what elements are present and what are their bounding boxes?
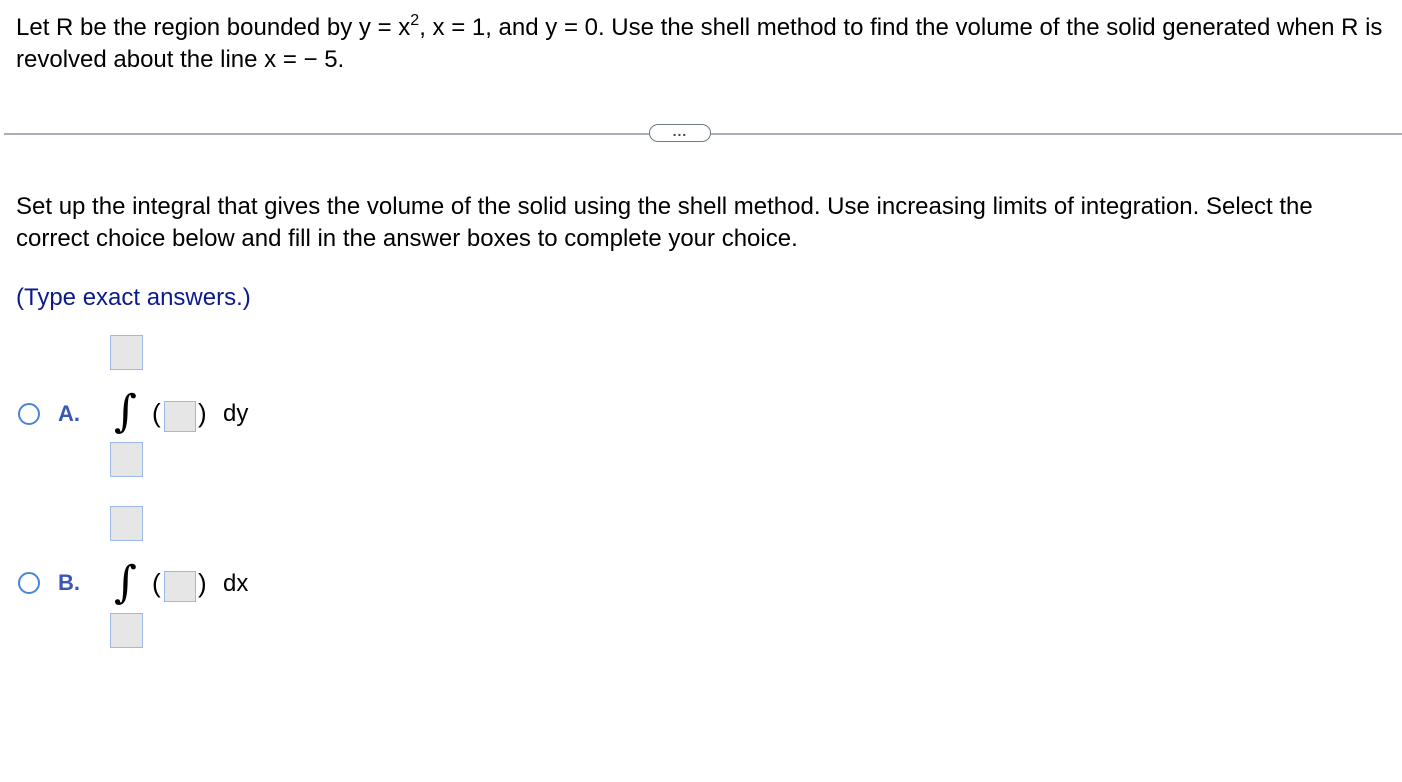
choice-a-differential: dy [223, 400, 249, 427]
question-text-part2: , x = 1, and y = 0. Use the shell method to find the volume of the solid generated when R is revolved about the line x = − 5. [16, 14, 1383, 73]
choice-b-radio[interactable] [18, 572, 40, 594]
answer-hint: (Type exact answers.) [16, 284, 251, 311]
choice-a-integrand-input[interactable] [164, 401, 196, 432]
choice-b[interactable] [18, 505, 318, 665]
choice-a-radio[interactable] [18, 403, 40, 425]
choice-b-open-paren: ( [152, 568, 161, 598]
choice-b-differential: dx [223, 570, 249, 597]
choice-b-upper-limit-input[interactable] [110, 506, 143, 541]
choice-b-integrand-input[interactable] [164, 571, 196, 602]
choice-a-upper-limit-input[interactable] [110, 335, 143, 370]
choice-b-label: B. [58, 570, 80, 595]
question-text [16, 12, 1386, 76]
choice-a[interactable] [18, 334, 318, 494]
choice-b-integral-sign: ∫ [114, 557, 137, 608]
choice-a-close-paren: ) [198, 398, 207, 428]
ellipsis-icon: ... [672, 123, 688, 139]
question-text-part1: Let R be the region bounded by y = x [16, 14, 411, 41]
instructions-text: Set up the integral that gives the volume of the solid using the shell method. Use increasing limits of integration. Select the correct choice below and fill in the answer boxes to complete your choice. [16, 193, 1313, 252]
exponent: 2 [410, 12, 420, 29]
choice-a-label: A. [58, 401, 80, 426]
choice-a-integral-sign: ∫ [114, 386, 137, 437]
choice-a-lower-limit-input[interactable] [110, 442, 143, 477]
show-more-button[interactable] [649, 124, 711, 142]
choice-a-open-paren: ( [152, 398, 161, 428]
choice-b-lower-limit-input[interactable] [110, 613, 143, 648]
choice-b-close-paren: ) [198, 568, 207, 598]
